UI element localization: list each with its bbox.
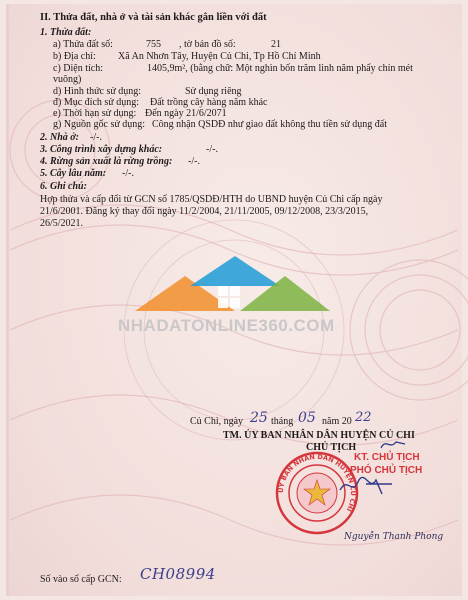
- notes-line-1: Hợp thửa và cấp đổi từ GCN số 1785/QSDĐ/HTH do UBND huyện Củ Chi cấp ngày: [40, 194, 383, 205]
- construction-value: -/-.: [206, 144, 218, 155]
- register-number: CH08994: [140, 565, 216, 583]
- signer-name: Nguyễn Thanh Phong: [344, 532, 444, 542]
- perennial-value: -/-.: [122, 168, 134, 179]
- house-label: 2. Nhà ở:: [40, 132, 79, 143]
- area-value-cont: vuông): [53, 74, 82, 85]
- perennial-label: 5. Cây lâu năm:: [40, 168, 107, 179]
- usage-form-label: d) Hình thức sử dụng:: [53, 86, 142, 97]
- area-label: c) Diện tích:: [53, 63, 103, 74]
- notes-line-2: 21/6/2001. Đăng ký thay đổi ngày 11/2/2004, 21/11/2005, 09/12/2008, 23/3/2015,: [40, 206, 369, 217]
- origin-value: Công nhận QSDĐ như giao đất không thu tiền sử dụng đất: [152, 119, 387, 130]
- term-label: e) Thời hạn sử dụng:: [53, 108, 137, 119]
- land-heading: 1. Thửa đất:: [40, 27, 92, 38]
- date-month-label: tháng: [271, 416, 294, 427]
- map-sheet-value: 21: [271, 39, 281, 50]
- notes-heading: 6. Ghi chú:: [40, 181, 87, 192]
- watermark-house-icon: [130, 256, 340, 316]
- construction-label: 3. Công trình xây dựng khác:: [40, 144, 163, 155]
- origin-label: g) Nguồn gốc sử dụng:: [53, 119, 146, 130]
- stamp-line-1: KT. CHỦ TỊCH: [354, 452, 420, 463]
- term-value: Đến ngày 21/6/2071: [145, 108, 227, 119]
- map-sheet-label: , tờ bản đồ số:: [179, 39, 236, 50]
- watermark-text: NHADATONLINE360.COM: [118, 316, 335, 335]
- chairman-title: CHỦ TỊCH: [306, 442, 357, 453]
- date-year-label: năm 20: [322, 416, 352, 427]
- purpose-label: đ) Mục đích sử dụng:: [53, 97, 139, 108]
- register-label: Số vào sổ cấp GCN:: [40, 574, 122, 585]
- notes-line-3: 26/5/2021.: [40, 218, 84, 229]
- date-month: 05: [298, 410, 316, 426]
- purpose-value: Đất trồng cây hàng năm khác: [150, 97, 268, 108]
- address-value: Xã An Nhơn Tây, Huyện Củ Chi, Tp Hồ Chí Minh: [118, 51, 321, 62]
- signature-stroke: [336, 472, 396, 498]
- section-title: II. Thửa đất, nhà ở và tài sản khác gắn liền với đất: [40, 12, 267, 23]
- forest-value: -/-.: [188, 156, 200, 167]
- forest-label: 4. Rừng sản xuất là rừng trồng:: [40, 156, 173, 167]
- parcel-number-label: a) Thửa đất số:: [53, 39, 113, 50]
- house-value: -/-.: [90, 132, 102, 143]
- date-year: 22: [355, 410, 372, 425]
- svg-text:ỦY BAN NHÂN DÂN HUYỆN CỦ CHI: ỦY BAN NHÂN DÂN HUYỆN CỦ CHI: [276, 452, 358, 513]
- initial-mark: [378, 436, 408, 452]
- date-day: 25: [250, 410, 268, 426]
- parcel-number-value: 755: [146, 39, 161, 50]
- usage-form-value: Sử dụng riêng: [185, 86, 242, 97]
- area-value: 1405,9m², (bằng chữ: Một nghìn bốn trăm linh năm phẩy chín mét: [147, 63, 413, 74]
- stamp-line-2: PHÓ CHỦ TỊCH: [350, 465, 423, 476]
- address-label: b) Địa chỉ:: [53, 51, 96, 62]
- date-place: Củ Chi, ngày: [190, 416, 244, 427]
- authority-title: TM. ỦY BAN NHÂN DÂN HUYỆN CỦ CHI: [223, 430, 415, 441]
